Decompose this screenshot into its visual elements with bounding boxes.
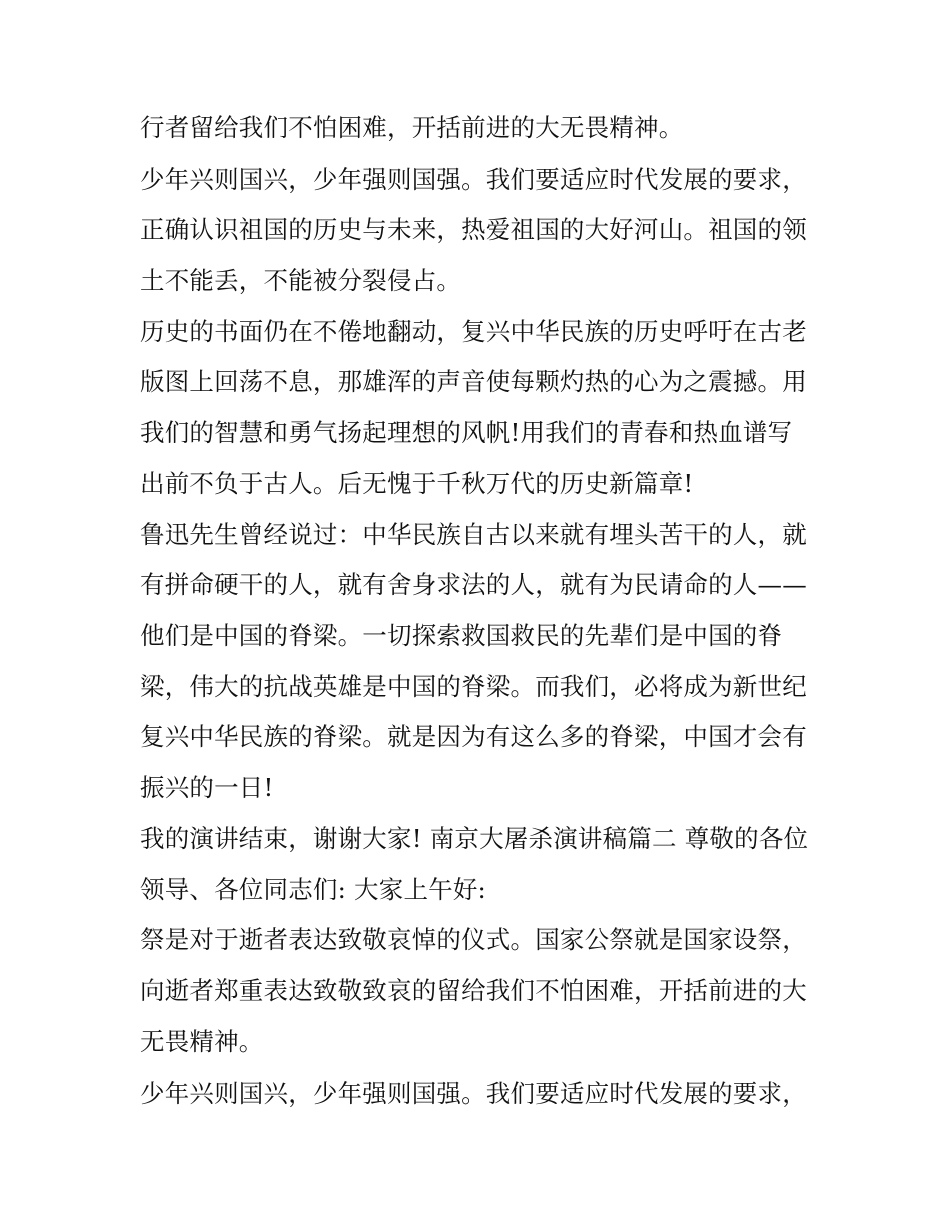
text-line: 向逝者郑重表达致敬致哀的留给我们不怕困难，开括前进的大 <box>140 976 807 1005</box>
text-line: 鲁迅先生曾经说过：中华民族自古以来就有埋头苦干的人，就 <box>140 520 807 549</box>
text-line: 领导、各位同志们: 大家上午好: <box>140 875 486 904</box>
text-line: 有拼命硬干的人，就有舍身求法的人，就有为民请命的人—— <box>140 570 807 599</box>
text-line: 无畏精神。 <box>140 1027 264 1056</box>
text-line: 梁，伟大的抗战英雄是中国的脊梁。而我们，必将成为新世纪 <box>140 672 807 701</box>
text-line: 正确认识祖国的历史与未来，热爱祖国的大好河山。祖国的领 <box>140 215 807 244</box>
text-line: 复兴中华民族的脊梁。就是因为有这么多的脊梁，中国才会有 <box>140 722 807 751</box>
text-line: 版图上回荡不息，那雄浑的声音使每颗灼热的心为之震撼。用 <box>140 367 807 396</box>
text-line: 振兴的一日! <box>140 773 274 802</box>
text-line: 土不能丢，不能被分裂侵占。 <box>140 266 462 295</box>
text-line: 少年兴则国兴，少年强则国强。我们要适应时代发展的要求， <box>140 1079 807 1108</box>
text-line: 历史的书面仍在不倦地翻动，复兴中华民族的历史呼吁在古老 <box>140 317 807 346</box>
text-line: 他们是中国的脊梁。一切探索救国救民的先辈们是中国的脊 <box>140 621 783 650</box>
text-line: 行者留给我们不怕困难，开括前进的大无畏精神。 <box>140 113 684 142</box>
text-line: 我的演讲结束，谢谢大家! 南京大屠杀演讲稿篇二 尊敬的各位 <box>140 824 809 853</box>
text-line: 祭是对于逝者表达致敬哀悼的仪式。国家公祭就是国家设祭， <box>140 925 807 954</box>
text-line: 出前不负于古人。后无愧于千秋万代的历史新篇章! <box>140 469 694 498</box>
text-line: 少年兴则国兴，少年强则国强。我们要适应时代发展的要求， <box>140 165 807 194</box>
text-line: 我们的智慧和勇气扬起理想的风帆!用我们的青春和热血谱写 <box>140 418 793 447</box>
